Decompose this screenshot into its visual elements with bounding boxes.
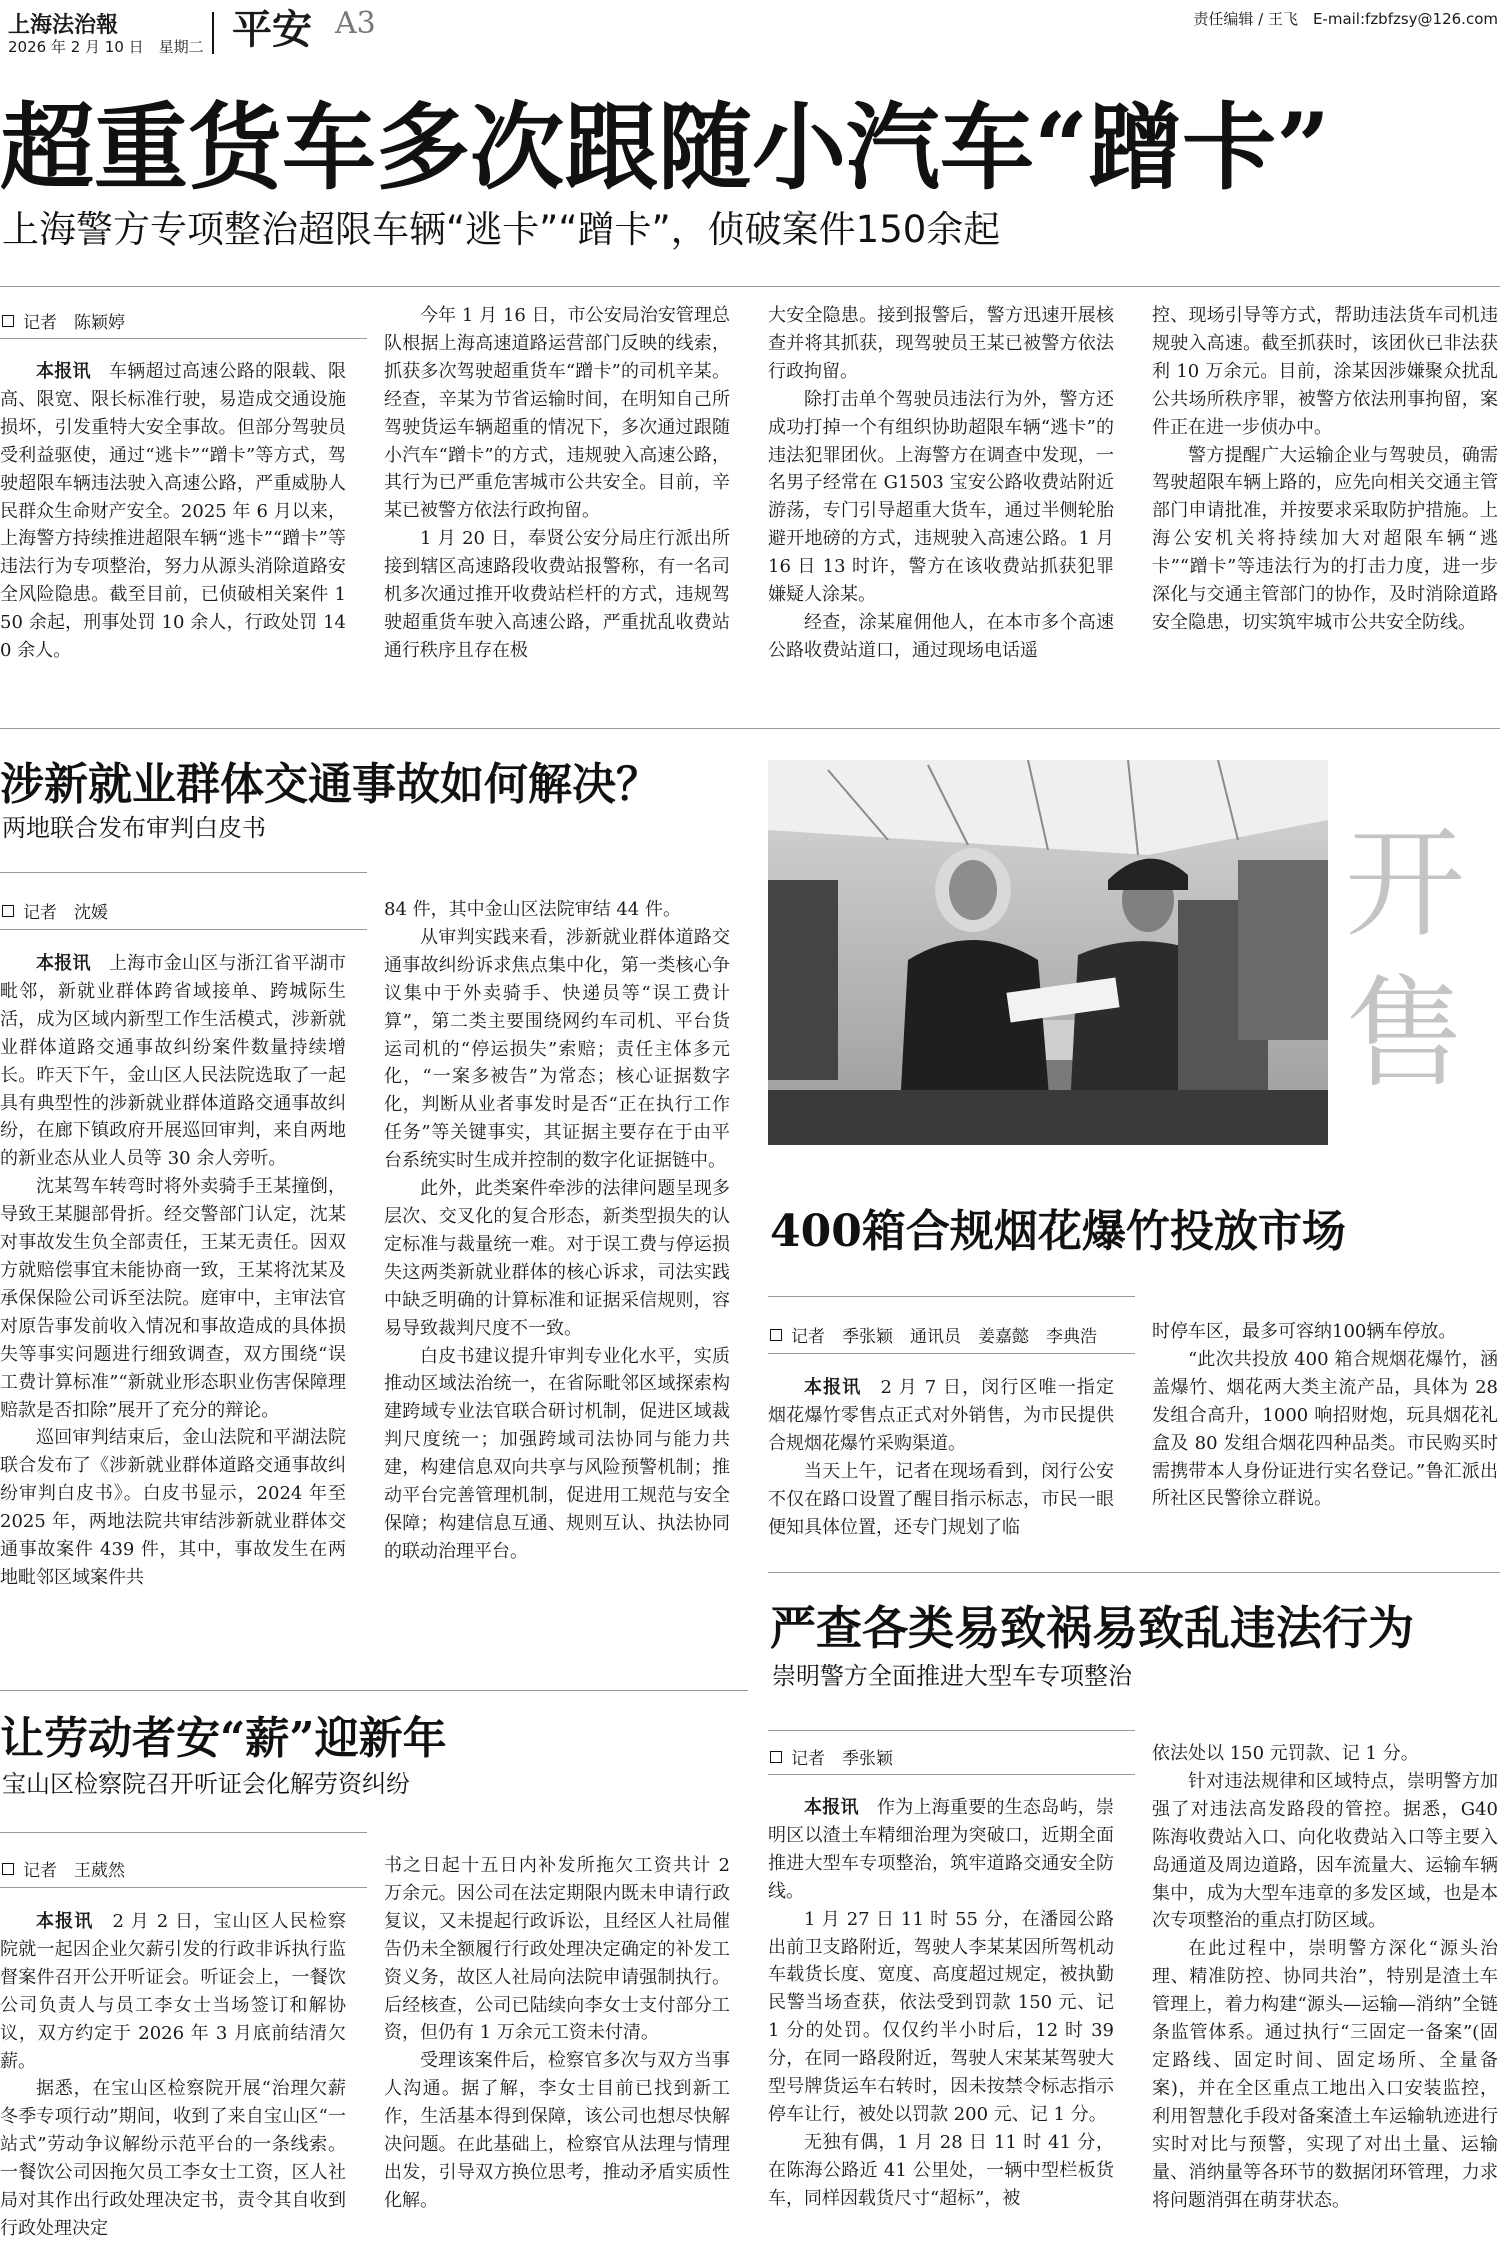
- section-name: 平安: [232, 7, 312, 53]
- story1-rule: [0, 286, 1500, 287]
- editor-line: 责任编辑 / 王飞 E-mail:fzbfzsy@126.com: [1193, 10, 1498, 28]
- paragraph-text: 2 月 7 日，闵行区唯一指定烟花爆竹零售点正式对外销售，为市民提供合规烟花爆竹采购渠道。: [768, 1377, 1115, 1454]
- story4-column-2: [384, 1852, 730, 2215]
- reporter-name: 陈颖婷: [74, 313, 125, 333]
- paragraph: [0, 950, 346, 1173]
- paragraph: 经查，涂某雇佣他人，在本市多个高速公路收费站道口，通过现场电话遥: [768, 611, 1114, 661]
- story5-subhead: 崇明警方全面推进大型车专项整治: [772, 1662, 1132, 1690]
- paper-name: 上海法治報: [8, 12, 119, 38]
- paragraph: 时停车区，最多可容纳100辆车停放。: [1152, 1321, 1457, 1342]
- paragraph: 无独有偶，1 月 28 日 11 时 41 分，在陈海公路近 41 公里处，一辆中型栏板货车，同样因载货尺寸“超标”，被: [768, 2131, 1114, 2209]
- story1-byline: [2, 308, 125, 333]
- paragraph: 依法处以 150 元罚款、记 1 分。: [1152, 1743, 1419, 1764]
- paragraph: 据悉，在宝山区检察院开展“治理欠薪冬季专项行动”期间，收到了来自宝山区“一站式”劳动争议解纷示范平台的一条线索。一餐饮公司因拖欠员工李女士工资，区人社局对其作出行政处理决定书，责令其自收到行政处理决定: [0, 2078, 346, 2239]
- page-number: A3: [335, 6, 376, 41]
- lead-tag: 本报讯: [804, 1377, 862, 1398]
- reporter-label: 记者: [23, 1861, 57, 1881]
- story5-column-1: [768, 1794, 1114, 2213]
- paragraph: 沈某驾车转弯时将外卖骑手王某撞倒，导致王某腿部骨折。经交警部门认定，沈某对事故发生负全部责任，王某无责任。因双方就赔偿事宜未能协商一致，王某将沈某及承保保险公司诉至法院。庭审中，主审法官对原告事发前收入情况和事故造成的具体损失等事实问题进行细致调查，双方围绕“误工费计算标准”“新就业形态职业伤害保障理赔款是否扣除”展开了充分的辩论。: [0, 1176, 346, 1421]
- reporter-name: 王葳然: [74, 1861, 125, 1881]
- reporter-name: 季张颖: [842, 1749, 893, 1769]
- square-icon: [2, 905, 14, 917]
- story2-column-1: [0, 950, 346, 1592]
- story2-subhead: 两地联合发布审判白皮书: [2, 814, 266, 842]
- paragraph-text: 车辆超过高速公路的限载、限高、限宽、限长标准行驶，易造成交通设施损坏，引发重特大安全事故。但部分驾驶员受利益驱使，通过“逃卡”“蹭卡”等方式，驾驶超限车辆违法驶入高速公路，严重威胁人民群众生命财产安全。2025 年 6 月以来，上海警方持续推进超限车辆“逃卡”“蹭卡”等违法行为专项整治，努力从源头消除道路安全风险隐患。截至目前，已侦破相关案件 150 余起，刑事处罚 10 余人，行政处罚 140 余人。: [0, 361, 346, 662]
- news-photo: [768, 760, 1328, 1145]
- story3-column-1: [768, 1374, 1114, 1541]
- story1-column-1: [0, 358, 346, 665]
- story4-byline: [2, 1856, 125, 1881]
- paragraph: 大安全隐患。接到报警后，警方迅速开展核查并将其抓获，现驾驶员王某已被警方依法行政拘留。: [768, 305, 1114, 382]
- paragraph: [0, 1908, 346, 2075]
- story4-rule: [0, 1832, 367, 1833]
- paragraph: 警方提醒广大运输企业与驾驶员，确需驾驶超限车辆上路的，应先向相关交通主管部门申请批准，并按要求采取防护措施。上海公安机关将持续加大对超限车辆“逃卡”“蹭卡”等违法行为的打击力度，进一步深化与交通主管部门的协作，及时消除道路安全隐患，切实筑牢城市公共安全防线。: [1152, 444, 1498, 633]
- paragraph: 此外，此类案件牵涉的法律问题呈现多层次、交叉化的复合形态，新类型损失的认定标准与裁量统一难。对于误工费与停运损失这两类新就业群体的核心诉求，司法实践中缺乏明确的计算标准和证据采信规则，容易导致裁判尺度不一致。: [384, 1178, 730, 1339]
- story4-column-1: [0, 1908, 346, 2243]
- story4-byline-rule: [0, 1887, 367, 1888]
- paragraph: 当天上午，记者在现场看到，闵行公安不仅在路口设置了醒目指示标志，市民一眼便知具体位置，还专门规划了临: [768, 1460, 1114, 1538]
- story1-subhead: 上海警方专项整治超限车辆“逃卡”“蹭卡”，侦破案件150余起: [2, 208, 1001, 251]
- reporter-name: 沈媛: [74, 903, 108, 923]
- square-icon: [2, 1863, 14, 1875]
- story1-byline-rule: [0, 338, 367, 339]
- story5-rule: [768, 1730, 1135, 1731]
- masthead: [0, 0, 1500, 60]
- story2-column-2: [384, 896, 730, 1566]
- story1-column-3: [768, 302, 1114, 665]
- story5-byline-rule: [768, 1774, 1135, 1775]
- story4-subhead: 宝山区检察院召开听证会化解劳资纠纷: [2, 1770, 410, 1798]
- lead-tag: 本报讯: [36, 953, 91, 974]
- reporter-label: 记者: [23, 903, 57, 923]
- paragraph: 除打击单个驾驶员违法行为外，警方还成功打掉一个有组织协助超限车辆“逃卡”的违法犯罪团伙。上海警方在调查中发现，一名男子经常在 G1503 宝安公路收费站附近游荡，专门引导超重大货车，通过半侧轮胎避开地磅的方式，违规驶入高速公路。1 月 16 日 13 时许，警方在该收费站抓获犯罪嫌疑人涂某。: [768, 388, 1115, 606]
- section-rule: [0, 1690, 748, 1691]
- story1-column-4: [1152, 302, 1498, 637]
- reporter-label: 记者: [791, 1749, 825, 1769]
- calligraphy-text: 开售: [1345, 815, 1465, 1104]
- section-rule: [768, 1572, 1500, 1573]
- reporter-label: 记者: [23, 313, 57, 333]
- story5-byline: [770, 1744, 893, 1769]
- story1-column-2: [384, 302, 730, 665]
- lead-tag: 本报讯: [36, 361, 91, 382]
- paragraph: [0, 358, 346, 665]
- lead-tag: 本报讯: [804, 1797, 859, 1818]
- photo-illustration: [768, 760, 1328, 1145]
- paragraph: 控、现场引导等方式，帮助违法货车司机违规驶入高速。截至抓获时，该团伙已非法获利 10 万余元。目前，涂某因涉嫌聚众扰乱公共场所秩序罪，被警方依法刑事拘留，案件正在进一步侦办中。: [1152, 305, 1498, 438]
- paragraph: 巡回审判结束后，金山法院和平湖法院联合发布了《涉新就业群体道路交通事故纠纷审判白皮书》。白皮书显示，2024 年至 2025 年，两地法院共审结涉新就业群体交通事故案件 439 件，其中，事故发生在两地毗邻区域案件共: [0, 1427, 346, 1588]
- paragraph: “此次共投放 400 箱合规烟花爆竹，涵盖爆竹、烟花两大类主流产品，具体为 28 发组合高升，1000 响招财炮，玩具烟花礼盒及 80 发组合烟花四种品类。市民购买时需携带本人身份证进行实名登记。”鲁汇派出所社区民警徐立群说。: [1152, 1348, 1498, 1510]
- paragraph: 84 件，其中金山区法院审结 44 件。: [384, 899, 681, 920]
- square-icon: [2, 315, 14, 327]
- story2-byline: [2, 898, 108, 923]
- paragraph-text: 2 月 2 日，宝山区人民检察院就一起因企业欠薪引发的行政非诉执行监督案件召开公开听证会。听证会上，一餐饮公司负责人与员工李女士当场签订和解协议，双方约定于 2026 年 3 月底前结清欠薪。: [0, 1911, 347, 2072]
- section-rule: [0, 728, 1500, 729]
- story3-headline: 400箱合规烟花爆竹投放市场: [770, 1206, 1346, 1257]
- square-icon: [770, 1329, 782, 1341]
- story3-byline: [770, 1322, 1097, 1347]
- paragraph: 从审判实践来看，涉新就业群体道路交通事故纠纷诉求焦点集中化，第一类核心争议集中于外卖骑手、快递员等“误工费计算”，第二类主要围绕网约车司机、平台货运司机的“停运损失”索赔；责任主体多元化，“一案多被告”为常态；核心证据数字化，判断从业者事发时是否“正在执行工作任务”等关键事实，其证据主要存在于由平台系统实时生成并控制的数字化证据链中。: [384, 926, 730, 1172]
- paragraph: [768, 1374, 1114, 1458]
- story3-column-2: [1152, 1318, 1498, 1513]
- paragraph-text: 作为上海重要的生态岛屿，崇明区以渣土车精细治理为突破口，近期全面推进大型车专项整治，筑牢道路交通安全防线。: [768, 1797, 1114, 1902]
- paragraph: 1 月 20 日，奉贤公安分局庄行派出所接到辖区高速路段收费站报警称，有一名司机多次通过推开收费站栏杆的方式，违规驾驶超重货车驶入高速公路，严重扰乱收费站通行秩序且存在极: [384, 528, 730, 661]
- story4-headline: 让劳动者安“薪”迎新年: [0, 1713, 447, 1764]
- masthead-divider: [212, 12, 214, 54]
- lead-tag: 本报讯: [36, 1911, 94, 1932]
- paragraph: 今年 1 月 16 日，市公安局治安管理总队根据上海高速道路运营部门反映的线索，抓获多次驾驶超重货车“蹭卡”的司机辛某。经查，辛某为节省运输时间，在明知自己所驾驶货运车辆超重的情况下，多次通过跟随小汽车“蹭卡”的方式，违规驶入高速公路，其行为已严重危害城市公共安全。目前，辛某已被警方依法行政拘留。: [384, 305, 730, 522]
- square-icon: [770, 1751, 782, 1763]
- story5-headline: 严查各类易致祸易致乱违法行为: [770, 1601, 1414, 1655]
- reporter-label: 记者: [791, 1327, 825, 1347]
- story2-rule: [0, 872, 367, 873]
- story2-headline: 涉新就业群体交通事故如何解决？: [0, 759, 660, 810]
- paragraph: 1 月 27 日 11 时 55 分，在潘园公路出前卫支路附近，驾驶人李某某因所驾机动车载货长度、宽度、高度超过规定，被执勤民警当场查获，依法受到罚款 150 元、记 1 分的处罚。仅仅约半小时后，12 时 39 分，在同一路段附近，驾驶人宋某某驾驶大型号牌货运车右转时，因未按禁令标志指示停车让行，被处以罚款 200 元、记 1 分。: [768, 1908, 1114, 2125]
- story1-headline: 超重货车多次跟随小汽车“蹭卡”: [0, 93, 1331, 203]
- paragraph: 书之日起十五日内补发所拖欠工资共计 2 万余元。因公司在法定期限内既未申请行政复议，又未提起行政诉讼，且经区人社局催告仍未全额履行行政处理决定确定的补发工资义务，故区人社局向法院申请强制执行。后经核查，公司已陆续向李女士支付部分工资，但仍有 1 万余元工资未付清。: [384, 1855, 730, 2044]
- paragraph: 在此过程中，崇明警方深化“源头治理、精准防控、协同共治”，特别是渣土车管理上，着力构建“源头—运输—消纳”全链条监管体系。通过执行“三固定一备案”(固定路线、固定时间、固定场所、全量备案)，并在全区重点工地出入口安装监控，利用智慧化手段对备案渣土车运输轨迹进行实时对比与预警，实现了对出土量、运输量、消纳量等各环节的数据闭环管理，力求将问题消弭在萌芽状态。: [1152, 1938, 1498, 2211]
- paragraph: 受理该案件后，检察官多次与双方当事人沟通。据了解，李女士目前已找到新工作，生活基本得到保障，该公司也想尽快解决问题。在此基础上，检察官从法理与情理出发，引导双方换位思考，推动矛盾实质性化解。: [384, 2050, 730, 2211]
- paragraph: 白皮书建议提升审判专业化水平，实质推动区域法治统一，在省际毗邻区域探索构建跨域专业法官联合研讨机制，促进区域裁判尺度统一；加强跨域司法协同与能力共建，构建信息双向共享与风险预警机制；推动平台完善管理机制，促进用工规范与安全保障；构建信息互通、规则互认、执法协同的联动治理平台。: [384, 1345, 730, 1562]
- story3-byline-rule: [768, 1353, 1135, 1354]
- story2-byline-rule: [0, 929, 367, 930]
- paragraph-text: 上海市金山区与浙江省平湖市毗邻，新就业群体跨省域接单、跨城际生活，成为区域内新型工作生活模式，涉新就业群体道路交通事故纠纷案件数量持续增长。昨天下午，金山区人民法院选取了一起具有典型性的涉新就业群体道路交通事故纠纷，在廊下镇政府开展巡回审判，来自两地的新业态从业人员等 30 余人旁听。: [0, 953, 346, 1170]
- date-line: 2026 年 2 月 10 日 星期二: [8, 38, 204, 56]
- story5-column-2: [1152, 1740, 1498, 2214]
- story3-rule: [768, 1296, 1135, 1297]
- reporter-name: 季张颖 通讯员 姜嘉懿 李典浩: [842, 1327, 1097, 1347]
- paragraph: 针对违法规律和区域特点，崇明警方加强了对违法高发路段的管控。据悉，G40 陈海收费站入口、向化收费站入口等主要入岛通道及周边道路，因车流量大、运输车辆集中，成为大型车违章的多发区域，也是本次专项整治的重点打防区域。: [1152, 1770, 1498, 1932]
- paragraph: [768, 1794, 1114, 1906]
